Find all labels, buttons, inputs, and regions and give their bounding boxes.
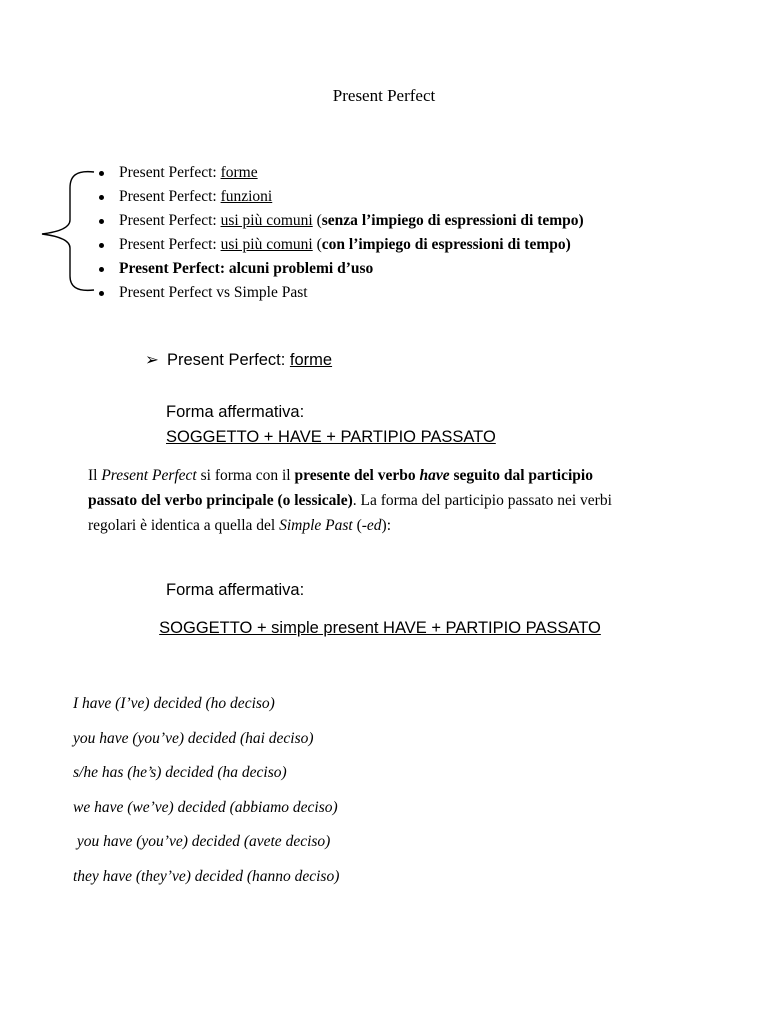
conjugation-line: s/he has (he’s) decided (ha deciso) (73, 764, 287, 782)
toc-link-usi-comuni[interactable]: usi più comuni (220, 236, 313, 253)
toc-item-funzioni (95, 185, 584, 209)
table-of-contents (95, 161, 584, 305)
conjugation-line: we have (we’ve) decided (abbiamo deciso) (73, 798, 338, 816)
para-term: Simple Past (279, 517, 353, 534)
toc-item-label: Present Perfect: (119, 212, 221, 229)
section-link-forme[interactable]: forme (289, 351, 333, 369)
para-text: si forma con il (196, 467, 295, 484)
curly-brace-icon (36, 166, 96, 294)
para-emphasis: presente del verbo (294, 467, 420, 484)
toc-paren: ( (312, 212, 322, 229)
toc-item-label: Present Perfect: (119, 188, 221, 205)
bullet-icon (99, 291, 104, 296)
para-term: -ed (361, 517, 382, 534)
toc-item-usi-con (95, 233, 584, 257)
conjugation-line: I have (I’ve) decided (ho deciso) (73, 695, 275, 712)
conjugation-line: you have (you’ve) decided (avete deciso) (73, 833, 331, 851)
form-heading: Forma affermativa: (166, 403, 305, 421)
toc-link-usi-comuni[interactable]: usi più comuni (220, 212, 313, 229)
para-emphasis: seguito dal participio (449, 467, 593, 484)
form-heading: Forma affermativa: (166, 581, 305, 599)
toc-paren: ) (578, 212, 584, 229)
toc-paren: ) (565, 236, 571, 253)
page-title: Present Perfect (332, 86, 436, 105)
toc-note: l’impiego di espressioni di tempo (345, 236, 566, 253)
bullet-icon (99, 267, 104, 272)
para-emphasis: passato del verbo principale (o lessicale) (88, 492, 353, 509)
para-text: ): (381, 517, 392, 534)
toc-emphasis: senza (321, 212, 358, 229)
conjugation-list (73, 692, 339, 900)
toc-item-label: Present Perfect: (119, 236, 221, 253)
bullet-icon (99, 171, 104, 176)
toc-item-problemi (95, 257, 584, 281)
conjugation-line: they have (they’ve) decided (hanno deciso) (73, 867, 340, 885)
toc-item-vs (95, 281, 584, 305)
toc-item-label: Present Perfect: (119, 164, 221, 181)
form-formula: SOGGETTO + simple present HAVE + PARTIPIO PASSATO (159, 619, 601, 637)
para-text: Il (88, 467, 102, 484)
para-text: ( (352, 517, 362, 534)
para-term: Present Perfect (101, 467, 197, 484)
toc-link-forme[interactable]: forme (220, 164, 258, 181)
para-emphasis: have (419, 467, 450, 484)
para-text: . La forma del participio passato nei verbi (352, 492, 612, 509)
explanation-paragraph (88, 463, 688, 538)
section-heading (145, 350, 332, 370)
toc-emphasis: con (321, 236, 346, 253)
toc-link-funzioni[interactable]: funzioni (220, 188, 273, 205)
toc-note: l’impiego di espressioni di tempo (357, 212, 579, 229)
toc-item-usi-senza (95, 209, 584, 233)
toc-item-label: Present Perfect: alcuni problemi d’uso (119, 260, 374, 277)
arrow-bullet-icon: ➢ (145, 351, 159, 369)
toc-item-label: Present Perfect vs Simple Past (119, 284, 308, 301)
toc-paren: ( (312, 236, 322, 253)
bullet-icon (99, 219, 104, 224)
toc-item-forme (95, 161, 584, 185)
conjugation-line: you have (you’ve) decided (hai deciso) (73, 729, 314, 747)
form-formula: SOGGETTO + HAVE + PARTIPIO PASSATO (166, 428, 496, 446)
bullet-icon (99, 243, 104, 248)
bullet-icon (99, 195, 104, 200)
section-label: Present Perfect: (167, 351, 290, 369)
para-text: regolari è identica a quella del (88, 517, 280, 534)
